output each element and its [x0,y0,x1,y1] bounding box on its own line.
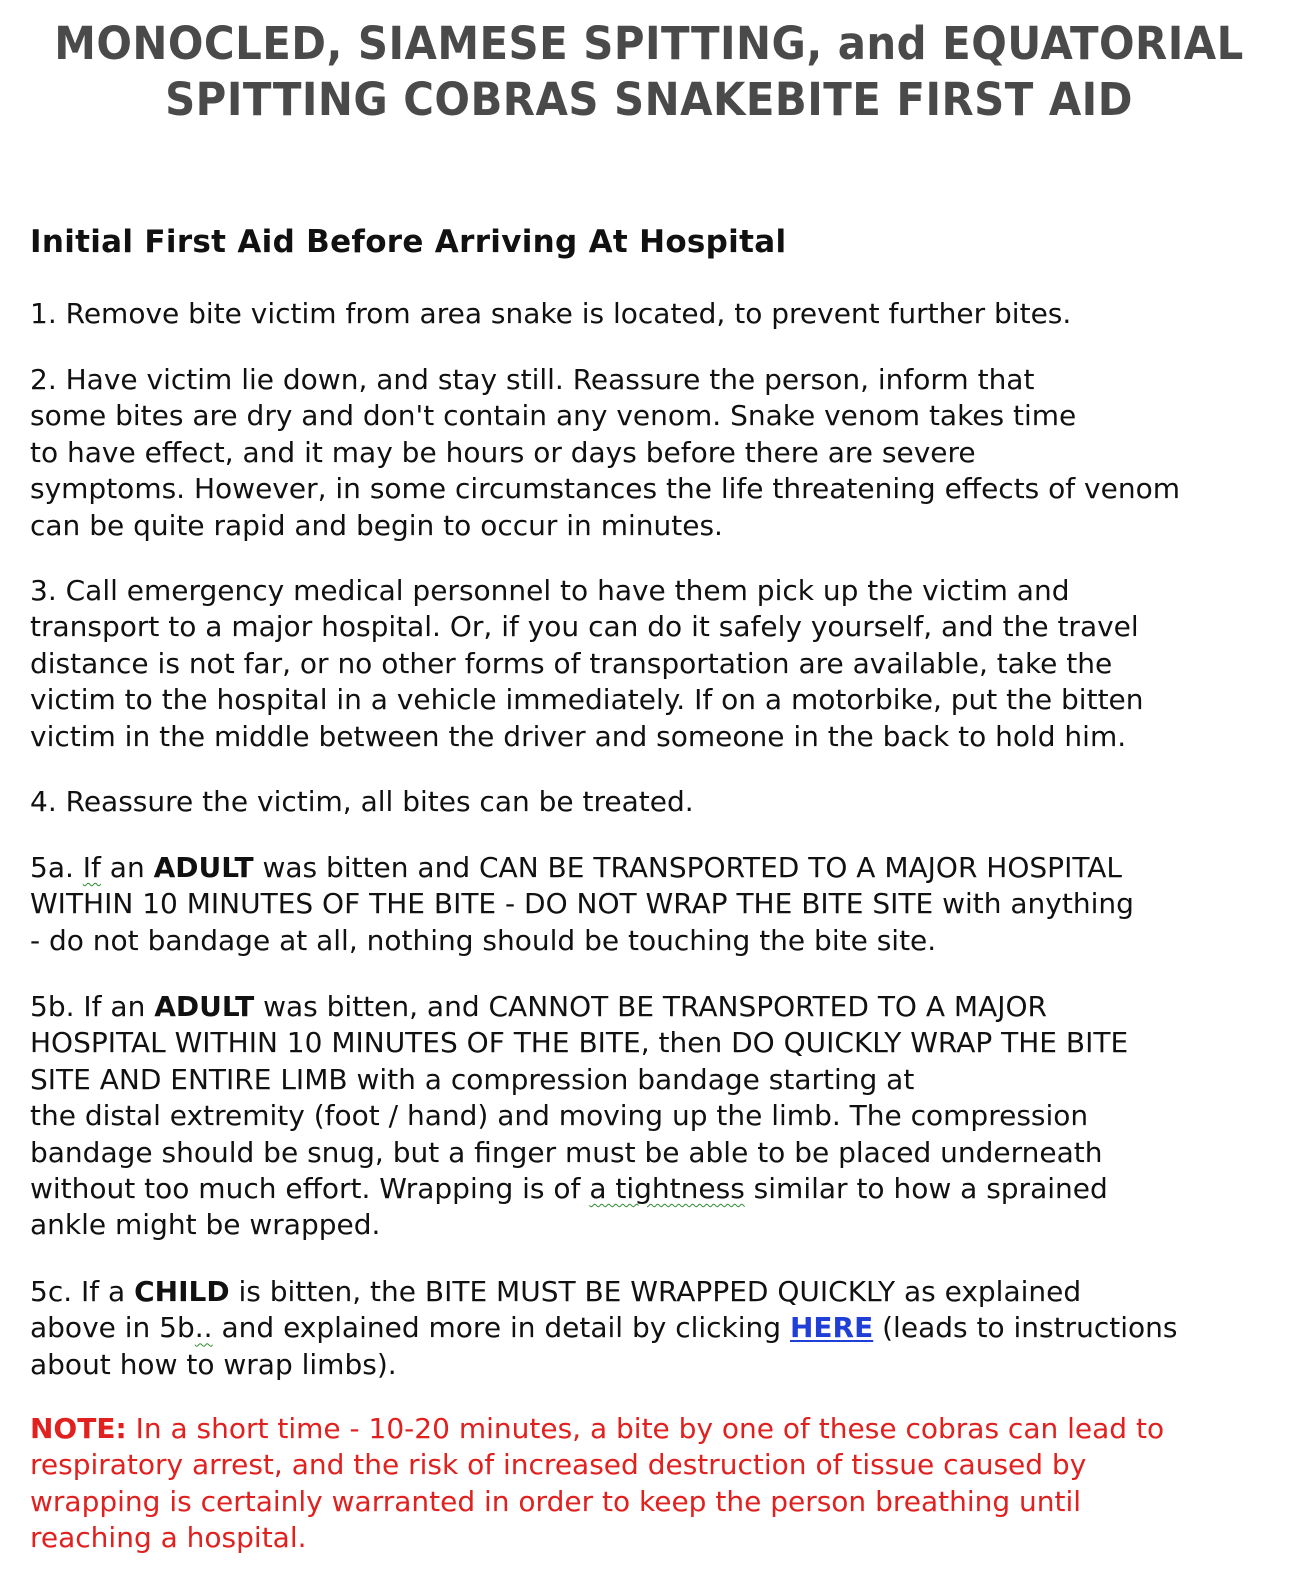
step-5a-line [30,850,1280,886]
step-5c-line [30,1274,1280,1310]
step-5c-line-start: 5c. If a [30,1275,135,1308]
step-1-line: 1. Remove bite victim from area snake is located, to prevent further bites. [30,297,1072,330]
note-line: reaching a hospital. [30,1521,307,1555]
step-5c-line-rest: is bitten, the BITE MUST BE WRAPPED QUICKLY as explained [229,1275,1082,1308]
step-5c-line: about how to wrap limbs). [30,1347,397,1381]
step-3-line: victim to the hospital in a vehicle immediately. If on a motorbike, put the bitten [30,683,1144,717]
title-line-1-part-a: MONOCLED, SIAMESE SPITTING, [54,17,838,70]
step-5b-line-start: 5b. If an [30,990,155,1023]
step-5a-line: WITHIN 10 MINUTES OF THE BITE - DO NOT WRAP THE BITE SITE with anything [30,887,1134,921]
spellcheck-squiggle-tightness: a tightness [589,1172,745,1206]
here-link[interactable]: HERE [789,1311,874,1345]
title-line-2: SPITTING COBRAS SNAKEBITE FIRST AID [165,73,1133,126]
step-5b-line: HOSPITAL WITHIN 10 MINUTES OF THE BITE, then DO QUICKLY WRAP THE BITE [30,1026,1129,1060]
note-line-rest: In a short time - 10-20 minutes, a bite by one of these cobras can lead to [126,1412,1165,1445]
section-heading: Initial First Aid Before Arriving At Hospital [30,224,787,260]
step-2-line: can be quite rapid and begin to occur in minutes. [30,508,723,542]
step-5b-line [30,989,1280,1025]
step-5a-an: an [100,851,154,884]
step-3-line: victim in the middle between the driver and someone in the back to hold him. [30,719,1127,753]
step-2-line: 2. Have victim lie down, and stay still. Reassure the person, inform that [30,363,1035,396]
step-2-line: some bites are dry and don't contain any venom. Snake venom takes time [30,399,1077,433]
step-5c-line-2-end: (leads to instructions [873,1311,1178,1345]
adult-emphasis: ADULT [154,990,255,1023]
step-5c-line-2-start: above in 5b [30,1311,195,1345]
step-4-paragraph [30,784,1280,820]
title-line-1-part-b: EQUATORIAL [927,17,1244,70]
step-2-paragraph [30,362,1280,544]
spellcheck-squiggle-dots: .. [194,1311,213,1345]
step-5b-line-6-end: similar to how a sprained [744,1172,1108,1206]
step-5a-paragraph [30,850,1280,959]
step-5b-line: ankle might be wrapped. [30,1208,381,1242]
step-5b-line: SITE AND ENTIRE LIMB with a compression bandage starting at [30,1062,915,1096]
note-paragraph [30,1411,1280,1557]
step-2-line: to have effect, and it may be hours or days before there are severe [30,435,976,469]
step-5c-paragraph [30,1274,1280,1383]
step-5b-line [30,1171,1280,1207]
title-line-1-and: and [837,17,928,70]
step-4-line: 4. Reassure the victim, all bites can be treated. [30,785,694,818]
step-2-line: symptoms. However, in some circumstances the life threatening effects of venom [30,472,1181,506]
step-5a-number: 5a. [30,851,83,884]
child-emphasis: CHILD [134,1275,230,1308]
spellcheck-squiggle-if: If [82,851,101,884]
step-5b-line: the distal extremity (foot / hand) and moving up the limb. The compression [30,1099,1089,1133]
step-3-line: distance is not far, or no other forms of transportation are available, take the [30,646,1113,680]
step-3-line: transport to a major hospital. Or, if you can do it safely yourself, and the travel [30,610,1139,644]
step-5b-line: bandage should be snug, but a finger must be able to be placed underneath [30,1135,1103,1169]
step-5c-line [30,1310,1280,1346]
adult-emphasis: ADULT [153,851,254,884]
note-line [30,1411,1280,1447]
note-line: respiratory arrest, and the risk of increased destruction of tissue caused by [30,1448,1087,1482]
step-5a-line-rest: was bitten and CAN BE TRANSPORTED TO A MAJOR HOSPITAL [253,851,1123,884]
step-5b-line-rest: was bitten, and CANNOT BE TRANSPORTED TO A MAJOR [254,990,1047,1023]
step-5a-line: - do not bandage at all, nothing should be touching the bite site. [30,923,937,957]
note-line: wrapping is certainly warranted in order to keep the person breathing until [30,1484,1082,1518]
step-3-line: 3. Call emergency medical personnel to have them pick up the victim and [30,574,1070,607]
note-label: NOTE: [30,1412,127,1445]
step-5b-paragraph [30,989,1280,1244]
step-5c-line-2-mid: and explained more in detail by clicking [212,1311,790,1345]
step-1-paragraph [30,296,1280,332]
page-title [45,16,1252,128]
step-3-paragraph [30,573,1280,755]
step-5b-line-6-start: without too much effort. Wrapping is of [30,1172,590,1206]
title-line-1 [45,16,1252,72]
